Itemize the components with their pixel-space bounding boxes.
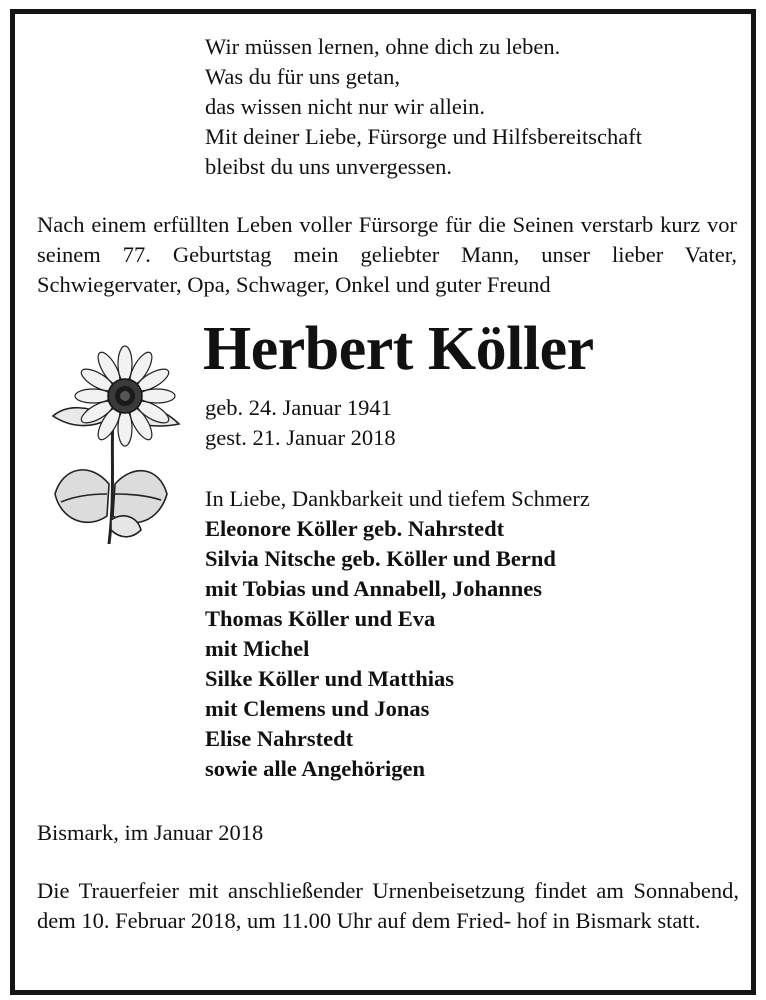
poem-line: bleibst du uns unvergessen. <box>205 154 453 179</box>
mourner-line: Eleonore Köller geb. Nahrstedt <box>205 516 505 541</box>
intro-line: Vater, Schwiegervater, Opa, Schwager, Onkel und guter Freund <box>37 242 737 297</box>
mourner-line: sowie alle Angehörigen <box>205 756 425 781</box>
mourner-line: Silke Köller und Matthias <box>205 666 454 691</box>
birth-date: geb. 24. Januar 1941 <box>205 395 392 420</box>
service-line: Sonnabend, dem 10. Februar 2018, um 11.00 Uhr auf dem Fried- <box>37 878 739 933</box>
intro-line: kurz vor seinem 77. Geburtstag mein geliebter Mann, unser lieber <box>37 212 737 267</box>
mourner-line: Silvia Nitsche geb. Köller und Bernd <box>205 546 556 571</box>
service-line: Die Trauerfeier mit anschließender Urnenbeisetzung findet am <box>37 878 634 903</box>
mourning-intro: In Liebe, Dankbarkeit und tiefem Schmerz <box>205 486 590 511</box>
poem-line: Was du für uns getan, <box>205 64 401 89</box>
mourner-line: Elise Nahrstedt <box>205 726 354 751</box>
poem-line: Mit deiner Liebe, Fürsorge und Hilfsbereitschaft <box>205 124 642 149</box>
mourner-line: Thomas Köller und Eva <box>205 606 436 631</box>
sunflower-illustration <box>41 344 191 554</box>
life-dates <box>205 393 396 453</box>
mourner-line: mit Michel <box>205 636 310 661</box>
mourner-line: mit Tobias und Annabell, Johannes <box>205 576 543 601</box>
funeral-service-info <box>37 876 739 936</box>
obituary-notice <box>10 9 756 995</box>
mourners-block <box>205 484 590 784</box>
place-and-date: Bismark, im Januar 2018 <box>37 820 264 845</box>
memorial-poem <box>205 32 642 182</box>
poem-line: das wissen nicht nur wir allein. <box>205 94 485 119</box>
service-line: hof in Bismark statt. <box>516 908 701 933</box>
intro-line: Nach einem erfüllten Leben voller Fürsorge für die Seinen verstarb <box>37 212 661 237</box>
intro-paragraph <box>37 210 737 300</box>
death-date: gest. 21. Januar 2018 <box>205 425 396 450</box>
deceased-name: Herbert Köller <box>203 315 594 383</box>
poem-line: Wir müssen lernen, ohne dich zu leben. <box>205 34 561 59</box>
mourner-line: mit Clemens und Jonas <box>205 696 430 721</box>
